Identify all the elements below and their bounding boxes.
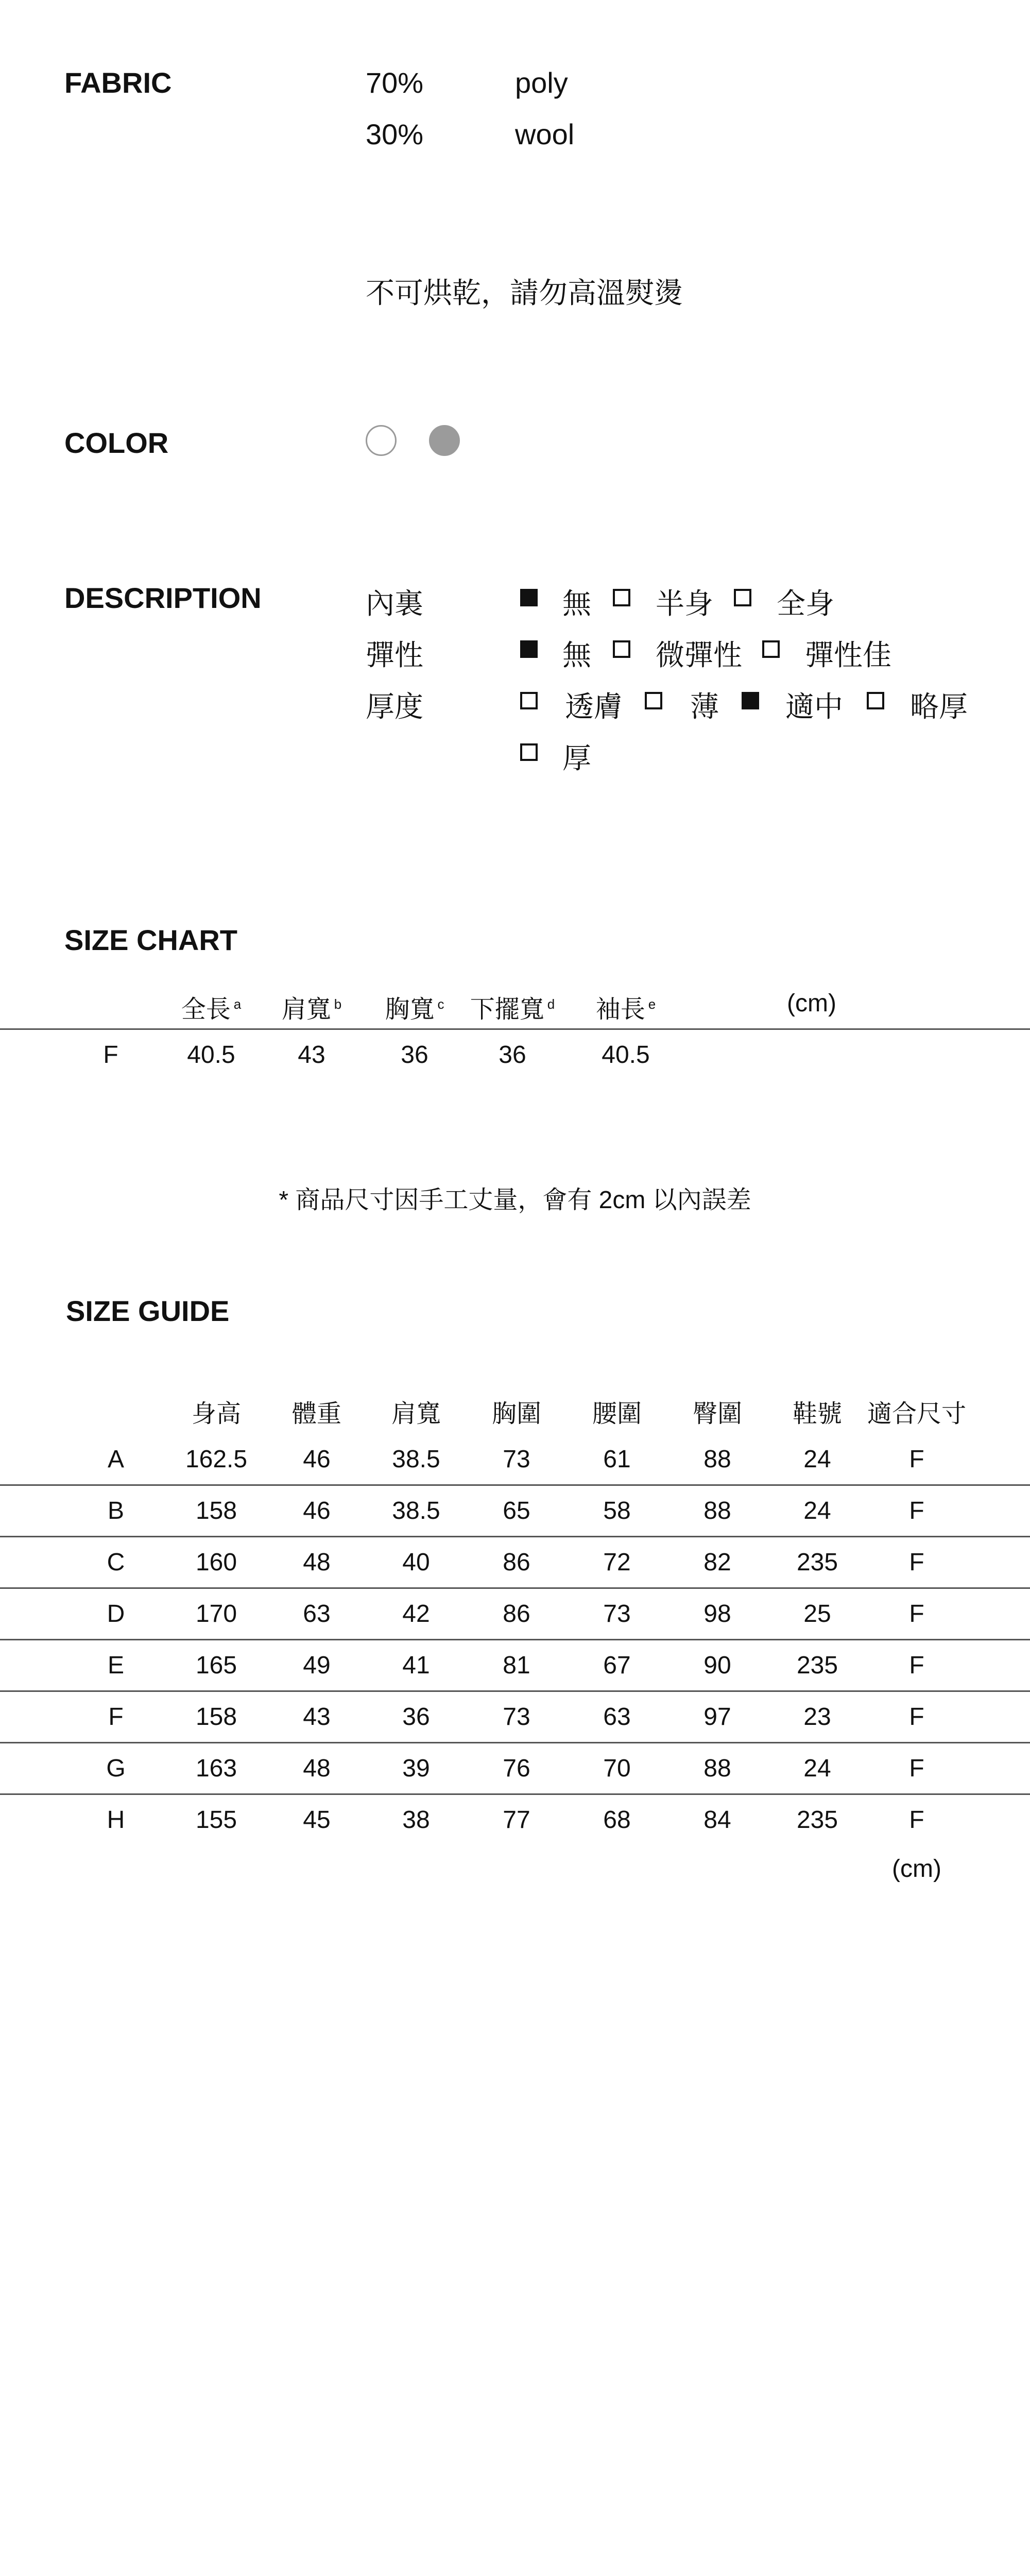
size-guide-row-divider (0, 1536, 1030, 1537)
size-guide-cell: 155 (195, 1806, 237, 1834)
size-guide-cell: 58 (603, 1497, 631, 1524)
size-guide-cell: 40 (402, 1549, 430, 1576)
size-guide-cell: 49 (303, 1652, 331, 1679)
color-swatch-white (366, 425, 397, 456)
size-chart-cell: 43 (298, 1041, 325, 1069)
size-guide-model: G (106, 1755, 126, 1782)
size-guide-cell: 63 (603, 1703, 631, 1731)
fabric-material-2: wool (515, 118, 575, 150)
size-guide-cell: 165 (195, 1652, 237, 1679)
size-guide-cell: 235 (796, 1806, 838, 1834)
size-guide-row-divider (0, 1587, 1030, 1589)
option-label: 適中 (785, 690, 843, 723)
size-guide-cell: F (909, 1446, 924, 1473)
size-guide-cell: 97 (703, 1703, 731, 1731)
size-guide-cell: 61 (603, 1446, 631, 1473)
size-guide-cell: 67 (603, 1652, 631, 1679)
size-guide-header: 體重 (291, 1400, 342, 1428)
option-checkbox (613, 640, 630, 658)
description-row-thickness: 厚度 (366, 690, 423, 723)
size-guide-cell: 77 (503, 1806, 530, 1834)
fabric-percent-1: 70% (366, 66, 424, 99)
description-row-stretch: 彈性 (366, 639, 423, 671)
option-label: 彈性佳 (805, 639, 891, 671)
option-checkbox (867, 692, 884, 709)
size-guide-cell: 24 (803, 1497, 831, 1524)
size-guide-cell: 24 (803, 1755, 831, 1782)
size-guide-header: 身高 (191, 1400, 242, 1428)
size-guide-model: B (107, 1497, 125, 1524)
size-guide-model: H (107, 1806, 125, 1834)
size-chart-note: * 商品尺寸因手工丈量，會有 2cm 以內誤差 (279, 1187, 751, 1214)
size-guide-cell: F (909, 1806, 924, 1834)
size-guide-header: 鞋號 (792, 1400, 843, 1428)
option-label: 無 (562, 587, 591, 620)
option-label: 無 (562, 639, 591, 671)
size-guide-model: A (107, 1446, 125, 1473)
size-guide-unit: (cm) (892, 1855, 941, 1883)
option-checkbox (520, 692, 538, 709)
color-label: COLOR (64, 427, 169, 459)
size-guide-cell: 48 (303, 1549, 331, 1576)
size-guide-cell: F (909, 1600, 924, 1628)
size-guide-cell: 73 (603, 1600, 631, 1628)
size-guide-model: C (107, 1549, 125, 1576)
size-guide-cell: 63 (303, 1600, 331, 1628)
size-guide-row-divider (0, 1639, 1030, 1640)
size-guide-header: 腰圍 (592, 1400, 642, 1428)
size-guide-cell: 90 (703, 1652, 731, 1679)
size-guide-title: SIZE GUIDE (66, 1295, 230, 1327)
option-checkbox (645, 692, 662, 709)
size-guide-cell: 72 (603, 1549, 631, 1576)
size-guide-cell: F (909, 1703, 924, 1731)
size-guide-cell: F (909, 1755, 924, 1782)
size-guide-row-divider (0, 1690, 1030, 1692)
size-guide-cell: 88 (703, 1755, 731, 1782)
size-guide-cell: 160 (195, 1549, 237, 1576)
size-chart-cell: 40.5 (602, 1041, 650, 1069)
size-chart-cell: 40.5 (187, 1041, 235, 1069)
size-guide-cell: 65 (503, 1497, 530, 1524)
size-guide-cell: 98 (703, 1600, 731, 1628)
fabric-percent-2: 30% (366, 118, 424, 150)
size-guide-cell: 41 (402, 1652, 430, 1679)
size-guide-cell: 36 (402, 1703, 430, 1731)
option-label: 厚 (562, 742, 591, 774)
option-label: 略厚 (910, 690, 968, 723)
size-guide-cell: 76 (503, 1755, 530, 1782)
description-row-lining: 內裏 (366, 587, 423, 620)
size-chart-size-label: F (103, 1041, 118, 1069)
option-checkbox (742, 692, 759, 709)
size-guide-cell: 235 (796, 1549, 838, 1576)
option-label: 微彈性 (656, 639, 742, 671)
size-chart-title: SIZE CHART (64, 924, 237, 956)
size-guide-cell: 39 (402, 1755, 430, 1782)
size-guide-model: D (107, 1600, 125, 1628)
size-guide-cell: 86 (503, 1600, 530, 1628)
option-checkbox (520, 640, 538, 658)
size-guide-cell: 38.5 (392, 1497, 440, 1524)
size-guide-cell: 162.5 (185, 1446, 248, 1473)
size-guide-cell: 46 (303, 1497, 331, 1524)
size-chart-divider (0, 1028, 1030, 1030)
size-guide-cell: 46 (303, 1446, 331, 1473)
size-guide-cell: 158 (195, 1497, 237, 1524)
size-guide-cell: F (909, 1497, 924, 1524)
size-chart-cell: 36 (499, 1041, 526, 1069)
option-checkbox (520, 589, 538, 606)
size-guide-cell: F (909, 1549, 924, 1576)
size-guide-cell: 84 (703, 1806, 731, 1834)
size-chart-header: 胸寬 $^c$ (385, 996, 444, 1023)
option-label: 半身 (656, 587, 713, 620)
size-guide-cell: 25 (803, 1600, 831, 1628)
size-chart-header: 肩寬 $^b$ (281, 996, 342, 1023)
size-guide-cell: 88 (703, 1446, 731, 1473)
option-checkbox (762, 640, 780, 658)
size-guide-cell: 81 (503, 1652, 530, 1679)
size-chart-unit: (cm) (787, 990, 836, 1017)
size-guide-cell: 68 (603, 1806, 631, 1834)
size-guide-header: 胸圍 (491, 1400, 542, 1428)
option-checkbox (734, 589, 751, 606)
size-guide-row-divider (0, 1484, 1030, 1486)
size-guide-cell: 158 (195, 1703, 237, 1731)
size-chart-header: 袖長 $^e$ (595, 996, 656, 1023)
size-guide-cell: 38 (402, 1806, 430, 1834)
size-guide-cell: 86 (503, 1549, 530, 1576)
size-guide-cell: 24 (803, 1446, 831, 1473)
size-guide-cell: 48 (303, 1755, 331, 1782)
size-guide-cell: 73 (503, 1703, 530, 1731)
size-guide-row-divider (0, 1742, 1030, 1743)
size-chart-cell: 36 (401, 1041, 428, 1069)
option-label: 透膚 (565, 690, 623, 723)
size-guide-cell: 43 (303, 1703, 331, 1731)
size-guide-cell: 45 (303, 1806, 331, 1834)
option-label: 全身 (777, 587, 834, 620)
description-label: DESCRIPTION (64, 582, 262, 614)
size-guide-cell: 82 (703, 1549, 731, 1576)
fabric-label: FABRIC (64, 66, 172, 99)
size-guide-model: E (107, 1652, 125, 1679)
size-chart-header: 下擺寬 $^d$ (470, 996, 555, 1023)
size-guide-header: 適合尺寸 (867, 1400, 967, 1428)
option-label: 薄 (690, 690, 719, 723)
size-guide-cell: 73 (503, 1446, 530, 1473)
size-guide-cell: 163 (195, 1755, 237, 1782)
option-checkbox (613, 589, 630, 606)
size-guide-header: 臀圍 (692, 1400, 743, 1428)
size-guide-cell: 42 (402, 1600, 430, 1628)
color-swatch-gray (429, 425, 460, 456)
size-guide-cell: 170 (195, 1600, 237, 1628)
fabric-material-1: poly (515, 66, 568, 99)
size-guide-model: F (108, 1703, 124, 1731)
size-guide-cell: 38.5 (392, 1446, 440, 1473)
size-chart-header: 全長 $^a$ (181, 996, 242, 1023)
size-guide-cell: 23 (803, 1703, 831, 1731)
size-guide-header: 肩寬 (391, 1400, 441, 1428)
option-checkbox (520, 743, 538, 761)
size-guide-cell: 70 (603, 1755, 631, 1782)
size-guide-row-divider (0, 1793, 1030, 1795)
size-guide-cell: F (909, 1652, 924, 1679)
care-instruction: 不可烘乾，請勿高溫熨燙 (366, 277, 683, 309)
size-guide-cell: 88 (703, 1497, 731, 1524)
size-guide-cell: 235 (796, 1652, 838, 1679)
